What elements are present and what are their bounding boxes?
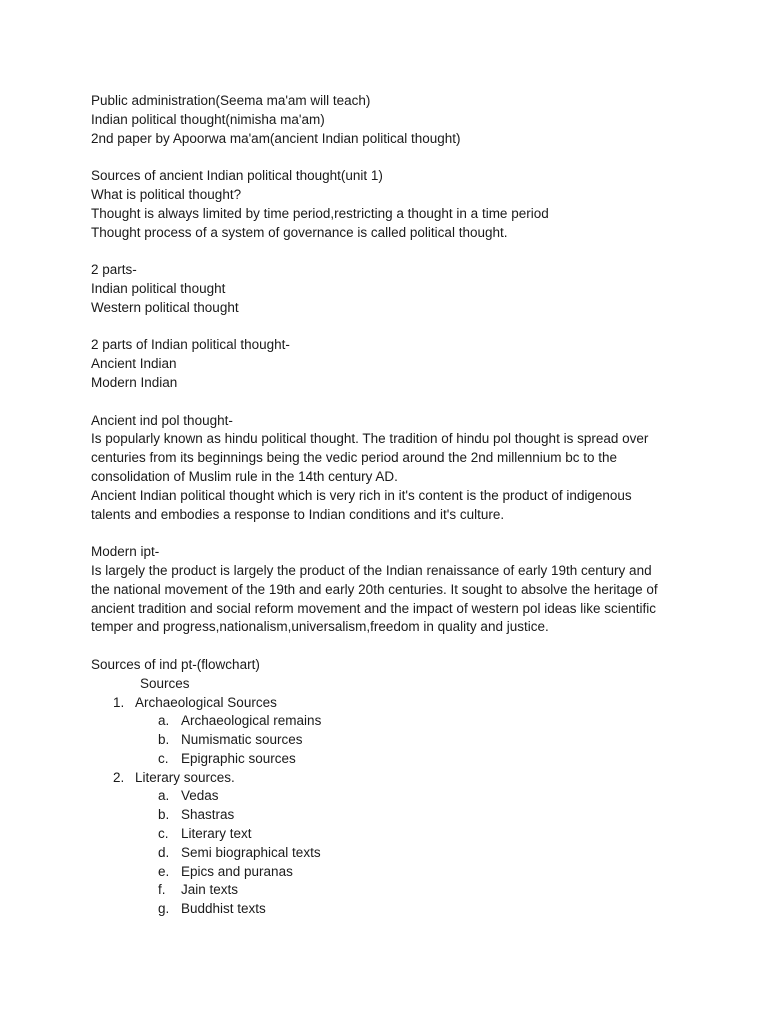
sub-list-mark: b. [158, 807, 170, 823]
blank-line [91, 393, 691, 412]
unit-line: Thought is always limited by time period,restricting a thought in a time period [91, 205, 549, 221]
sub-list-text: Archaeological remains [181, 713, 322, 729]
unit-line: Thought process of a system of governance is called political thought. [91, 224, 508, 240]
two-parts-block [91, 261, 691, 317]
paragraph-line: ancient tradition and social reform movement and the impact of western pol ideas like scientific [91, 600, 657, 616]
paragraph-line: Is popularly known as hindu political thought. The tradition of hindu pol thought is spread over [91, 431, 649, 447]
sub-list-mark: c. [158, 750, 169, 766]
blank-line [91, 148, 691, 167]
indian-parts-line: Modern Indian [91, 374, 178, 390]
section-heading: Ancient ind pol thought- [91, 412, 233, 428]
sources-section [91, 656, 691, 919]
blank-line [91, 242, 691, 261]
sub-list-mark: f. [158, 882, 166, 898]
sub-list-mark: c. [158, 826, 169, 842]
list-item-label: Literary sources. [135, 769, 235, 785]
sources-subheading: Sources [140, 675, 190, 691]
sub-list-text: Vedas [181, 788, 219, 804]
sub-list-text: Literary text [181, 826, 252, 842]
two-parts-line: 2 parts- [91, 262, 137, 278]
two-parts-line: Indian political thought [91, 280, 226, 296]
sub-list-item [91, 863, 691, 882]
sub-list-text: Epigraphic sources [181, 750, 296, 766]
paragraph-line: Is largely the product is largely the product of the Indian renaissance of early 19th century and [91, 562, 652, 578]
sub-list-item [91, 806, 691, 825]
indian-parts-block [91, 336, 691, 392]
sub-list-item [91, 844, 691, 863]
sub-list-item [91, 731, 691, 750]
sub-list-item [91, 881, 691, 900]
header-line: 2nd paper by Apoorwa ma'am(ancient Indian political thought) [91, 130, 461, 146]
blank-line [91, 637, 691, 656]
paragraph-line: the national movement of the 19th and early 20th centuries. It sought to absolve the heritage of [91, 581, 658, 597]
list-number: 2. [113, 769, 125, 785]
sub-list-mark: a. [158, 788, 170, 804]
document-page [91, 92, 691, 919]
sub-list-item [91, 825, 691, 844]
unit-line: What is political thought? [91, 186, 242, 202]
list-number: 1. [113, 694, 125, 710]
sub-list-mark: a. [158, 713, 170, 729]
sub-list-text: Jain texts [181, 882, 239, 898]
unit-line: Sources of ancient Indian political thought(unit 1) [91, 168, 383, 184]
paragraph-line: centuries from its beginnings being the vedic period around the 2nd millennium bc to the [91, 450, 618, 466]
blank-line [91, 524, 691, 543]
header-block [91, 92, 691, 148]
modern-section [91, 543, 691, 637]
sub-list-text: Shastras [181, 807, 235, 823]
sub-list-item [91, 787, 691, 806]
paragraph-line: consolidation of Muslim rule in the 14th century AD. [91, 468, 398, 484]
sub-list-text: Epics and puranas [181, 863, 293, 879]
header-line: Public administration(Seema ma'am will teach) [91, 93, 371, 108]
unit-block [91, 167, 691, 242]
two-parts-line: Western political thought [91, 299, 239, 315]
sub-list-mark: e. [158, 863, 170, 879]
sub-list-item [91, 900, 691, 919]
indian-parts-line: Ancient Indian [91, 356, 177, 372]
ancient-section [91, 412, 691, 525]
blank-line [91, 318, 691, 337]
sub-list-text: Semi biographical texts [181, 844, 321, 860]
sub-list-mark: b. [158, 732, 170, 748]
numbered-list [91, 694, 691, 920]
sub-list-text: Buddhist texts [181, 901, 266, 917]
sub-list-mark: g. [158, 901, 170, 917]
sub-list-text: Numismatic sources [181, 732, 303, 748]
sub-list-item [91, 750, 691, 769]
paragraph-line: temper and progress,nationalism,universalism,freedom in quality and justice. [91, 619, 549, 635]
section-heading: Modern ipt- [91, 544, 160, 560]
sub-list-item [91, 712, 691, 731]
section-heading: Sources of ind pt-(flowchart) [91, 656, 260, 672]
sub-list-mark: d. [158, 844, 170, 860]
list-item [91, 694, 691, 713]
paragraph-line: talents and embodies a response to Indian conditions and it's culture. [91, 506, 505, 522]
list-item-label: Archaeological Sources [135, 694, 277, 710]
indian-parts-line: 2 parts of Indian political thought- [91, 337, 290, 353]
list-item [91, 769, 691, 788]
paragraph-line: Ancient Indian political thought which is very rich in it's content is the product of indigenous [91, 487, 632, 503]
header-line: Indian political thought(nimisha ma'am) [91, 111, 325, 127]
